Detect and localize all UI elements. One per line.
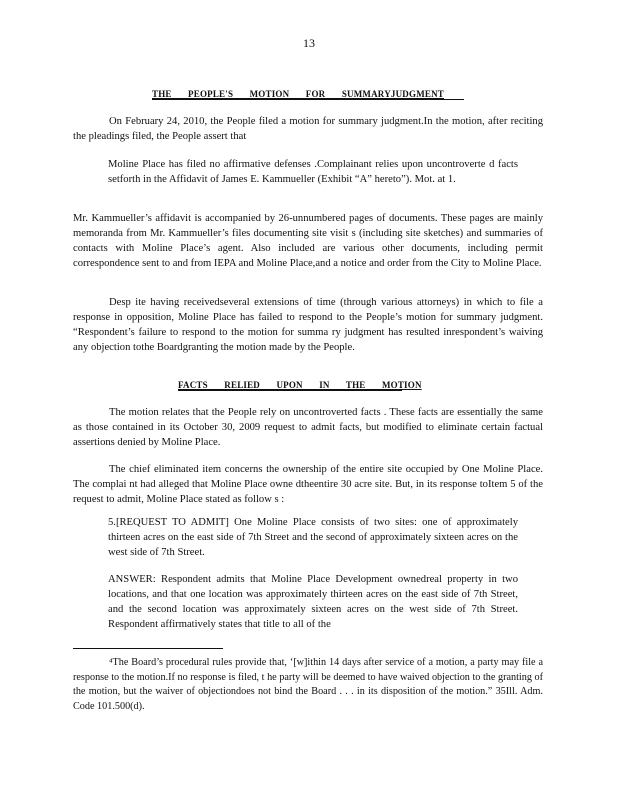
paragraph-ownership: The chief eliminated item concerns the ownership of the entire site occupied by One Moline Place. The complai nt had alleged that Moline Place owne dtheentire 30 acre site. But, in its response toItem 5 of the request to admit, Moline Place stated as follow s :: [73, 464, 543, 505]
block-quote-answer: ANSWER: Respondent admits that Moline Place Development ownedreal property in two locations, and that one location was approximately thirteen acres on the east side of 7th Street, and the second location was approximately sixteen acres on the west side of 7th Street. Respondent affirmatively states that title to all of the: [108, 574, 518, 630]
page-number: 13: [303, 36, 315, 50]
paragraph-motion-filed: On February 24, 2010, the People filed a motion for summary judgment.In the motion, after reciting the pleadings filed, the People assert that: [73, 116, 543, 142]
section-heading-motion: THE PEOPLE'S MOTION FOR SUMMARYJUDGMENT: [152, 89, 464, 100]
paragraph-uncontroverted-facts: The motion relates that the People rely on uncontroverted facts . These facts are essentially the same as those contained in its October 30, 2009 request to admit facts, but modified to eliminate certain factual assertions denied by Moline Place.: [73, 407, 543, 448]
paragraph-failure-to-respond: Desp ite having receivedseveral extensions of time (through various attorneys) in which to file a response in opposition, Moline Place has failed to respond to the People’s motion for summary judgment. “Respondent’s failure to respond to the motion for summa ry judgment has resulted inrespondent’s waiving any objection tothe Boardgranting the motion made by the People.: [73, 297, 543, 353]
footnote: ⁴The Board’s procedural rules provide that, ‘[w]ithin 14 days after service of a motion, a party may file a response to the motion.If no response is filed, t he party will be deemed to have waived objection to the granting of the motion, but the waiver of objectiondoes not bind the Board . . . in its disposition of the motion.” 35Ill. Adm. Code 101.500(d).: [73, 657, 543, 712]
paragraph-affidavit: Mr. Kammueller’s affidavit is accompanied by 26-unnumbered pages of documents. These pages are mainly memoranda from Mr. Kammueller’s files documenting site visit s (including site sketches) and summaries of contacts with Moline Place’s agent. Also included are various other documents, including permit correspondence sent to and from IEPA and Moline Place,and a notice and order from the City to Moline Place.: [73, 213, 543, 269]
block-quote-motion: Moline Place has filed no affirmative defenses .Complainant relies upon uncontroverte d facts setforth in the Affidavit of James E. Kammueller (Exhibit “A” hereto”). Mot. at 1.: [108, 159, 518, 185]
footnote-divider: [73, 648, 223, 649]
block-quote-request-to-admit: 5.[REQUEST TO ADMIT] One Moline Place consists of two sites: one of approximately thirteen acres on the east side of 7th Street and the second of approximately sixteen acres on the west side of 7th Street.: [108, 517, 518, 558]
section-heading-facts: FACTS RELIED UPON IN THE MOTION: [178, 380, 422, 390]
